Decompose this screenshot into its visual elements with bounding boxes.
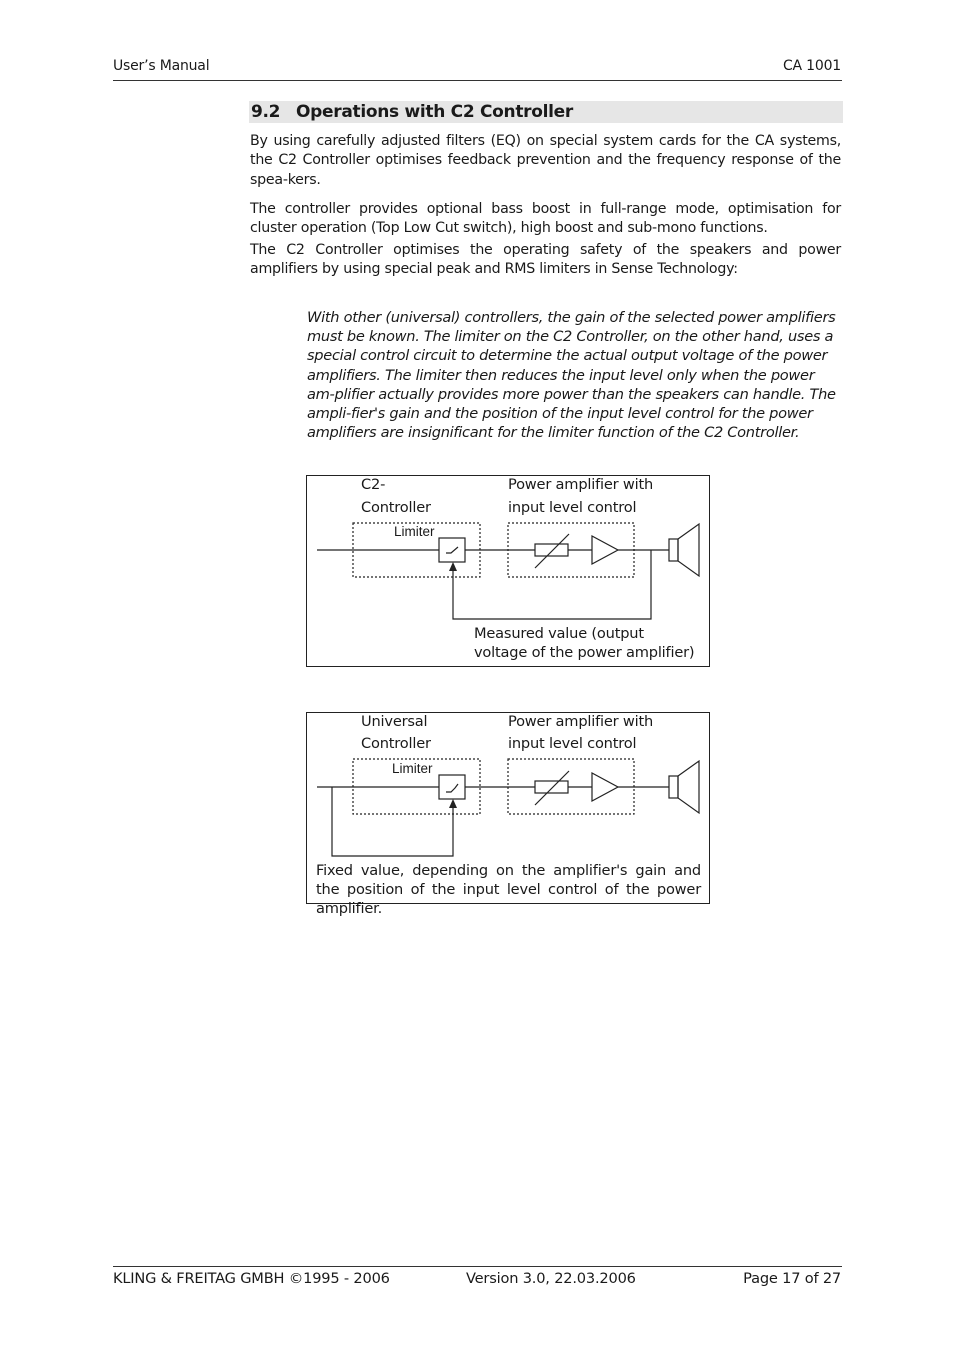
limiter-label: Limiter [394,524,435,539]
footer-divider [113,1266,842,1267]
amplifier-triangle [592,536,618,564]
limiter-block [439,775,465,799]
limiter-block [439,538,465,562]
controller-label-top: Universal [361,713,428,730]
amplifier-triangle [592,773,618,801]
paragraph-bass-boost: The controller provides optional bass boost in full-range mode, optimisation for cluster operation (Top Low Cut switch), high boost and sub-mono functions. [250,201,841,237]
header-model: CA 1001 [782,58,841,74]
controller-label-bottom: Controller [361,735,431,752]
amplifier-label-bottom: input level control [508,735,637,752]
fixed-value-line [332,787,453,856]
limiter-note: With other (universal) controllers, the gain of the selected power amplifiers must be known. The limiter on the C2 Controller, on the other hand, uses a special control circuit to determine the actual output voltage of the power amplifiers. The limiter then reduces the input level only when the power am-plifier actually provides more power than the speakers can handle. The ampli-fier's gain and the position of the input level control for the power amplifiers are insignificant for the limiter function of the C2 Controller. [307,309,836,442]
controller-label-top: C2- [361,476,386,493]
speaker-body [669,539,678,561]
header-manual-title: User’s Manual [113,58,210,74]
controller-label-bottom: Controller [361,499,431,516]
amplifier-label-top: Power amplifier with [508,713,654,730]
footer-version: Version 3.0, 22.03.2006 [466,1270,636,1287]
measured-value-caption: Measured value (output voltage of the power amplifier) [474,625,695,661]
amplifier-label-bottom: input level control [508,499,637,516]
footer-page-number: Page 17 of 27 [743,1270,841,1287]
diagram-universal-controller [306,712,710,917]
level-control-resistor [535,781,568,793]
speaker-cone [678,524,699,576]
speaker-body [669,776,678,798]
amplifier-label-top: Power amplifier with [508,476,654,493]
speaker-cone [678,761,699,813]
footer-copyright: KLING & FREITAG GMBH ©1995 - 2006 [113,1270,390,1287]
limiter-label: Limiter [392,761,433,776]
feedback-arrow [449,562,457,571]
level-control-resistor [535,544,568,556]
fixed-value-arrow [449,799,457,808]
diagram-c2-controller [306,475,710,667]
header-divider [113,80,842,81]
paragraph-limiters: The C2 Controller optimises the operating safety of the speakers and power amplifiers by using special peak and RMS limiters in Sense Technology: [250,242,841,278]
section-number: 9.2 [251,102,281,122]
section-heading [249,101,843,123]
paragraph-eq: By using carefully adjusted filters (EQ) on special system cards for the CA systems, the C2 Controller optimises feedback prevention and the frequency response of the spea-kers. [250,133,841,188]
feedback-line [453,550,651,619]
section-title: Operations with C2 Controller [296,102,573,122]
fixed-value-caption: Fixed value, depending on the amplifier's gain and the position of the input level control of the power amplifier. [316,862,701,917]
